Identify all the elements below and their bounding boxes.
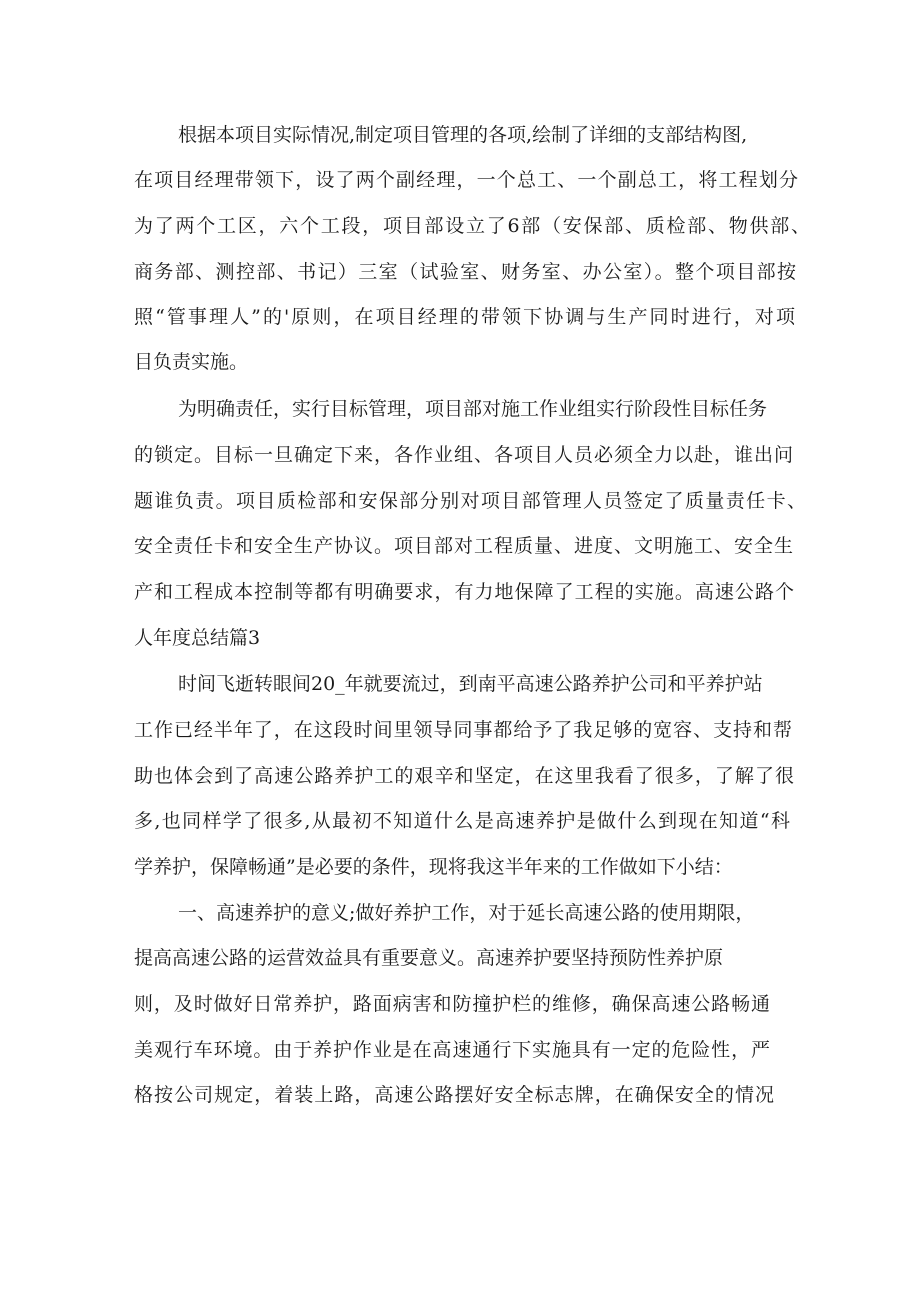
text-line: 学养护，保障畅通”是必要的条件，现将我这半年来的工作做如下小结： xyxy=(134,856,733,878)
text-line: 一、高速养护的意义;做好养护工作，对于延长高速公路的使用期限， xyxy=(178,902,755,924)
text-line: 的锁定。目标一旦确定下来，各作业组、各项目人员必须全力以赴，谁出问 xyxy=(134,444,793,466)
text-line: 工作已经半年了，在这段时间里领导同事都给予了我足够的宽容、支持和帮 xyxy=(134,719,792,741)
text-line: 则，及时做好日常养护，路面病害和防撞护栏的维修，确保高速公路畅通 xyxy=(134,993,770,1015)
text-line: 提高高速公路的运营效益具有重要意义。高速养护要坚持预防性养护原 xyxy=(134,947,724,969)
text-line: 照“管事理人”的'原则，在项目经理的带领下协调与生产同时进行，对项 xyxy=(134,306,795,328)
text-line: 目负责实施。 xyxy=(134,351,249,373)
text-line: 商务部、测控部、书记）三室（试验室、财务室、办公室）。整个项目部按 xyxy=(134,261,796,283)
text-line: 为明确责任，实行目标管理，项目部对施工作业组实行阶段性目标任务 xyxy=(178,398,768,420)
text-line: 人年度总结篇3 xyxy=(134,627,261,649)
text-line: 助也体会到了高速公路养护工的艰辛和坚定，在这里我看了很多，了解了很 xyxy=(134,765,794,787)
text-line: 在项目经理带领下，设了两个副经理，一个总工、一个副总工，将工程划分 xyxy=(134,169,798,191)
text-line: 题谁负责。项目质检部和安保部分别对项目部管理人员签定了质量责任卡、 xyxy=(134,490,806,512)
text-line: 美观行车环境。由于养护作业是在高速通行下实施具有一定的危险性，严 xyxy=(134,1039,770,1061)
text-line: 格按公司规定，着装上路，高速公路摆好安全标志牌，在确保安全的情况 xyxy=(134,1084,774,1106)
text-line: 多,也同样学了很多,从最初不知道什么是高速养护是做什么到现在知道“科 xyxy=(134,810,790,832)
text-line: 时间飞逝转眼间20_年就要流过，到南平高速公路养护公司和平养护站 xyxy=(178,673,763,695)
text-line: 根据本项目实际情况,制定项目管理的各项,绘制了详细的支部结构图, xyxy=(178,124,748,146)
text-line: 产和工程成本控制等都有明确要求，有力地保障了工程的实施。高速公路个 xyxy=(134,581,794,603)
text-line: 为了两个工区，六个工段，项目部设立了6部（安保部、质检部、物供部、 xyxy=(134,215,810,237)
text-line: 安全责任卡和安全生产协议。项目部对工程质量、进度、文明施工、安全生 xyxy=(134,535,793,557)
